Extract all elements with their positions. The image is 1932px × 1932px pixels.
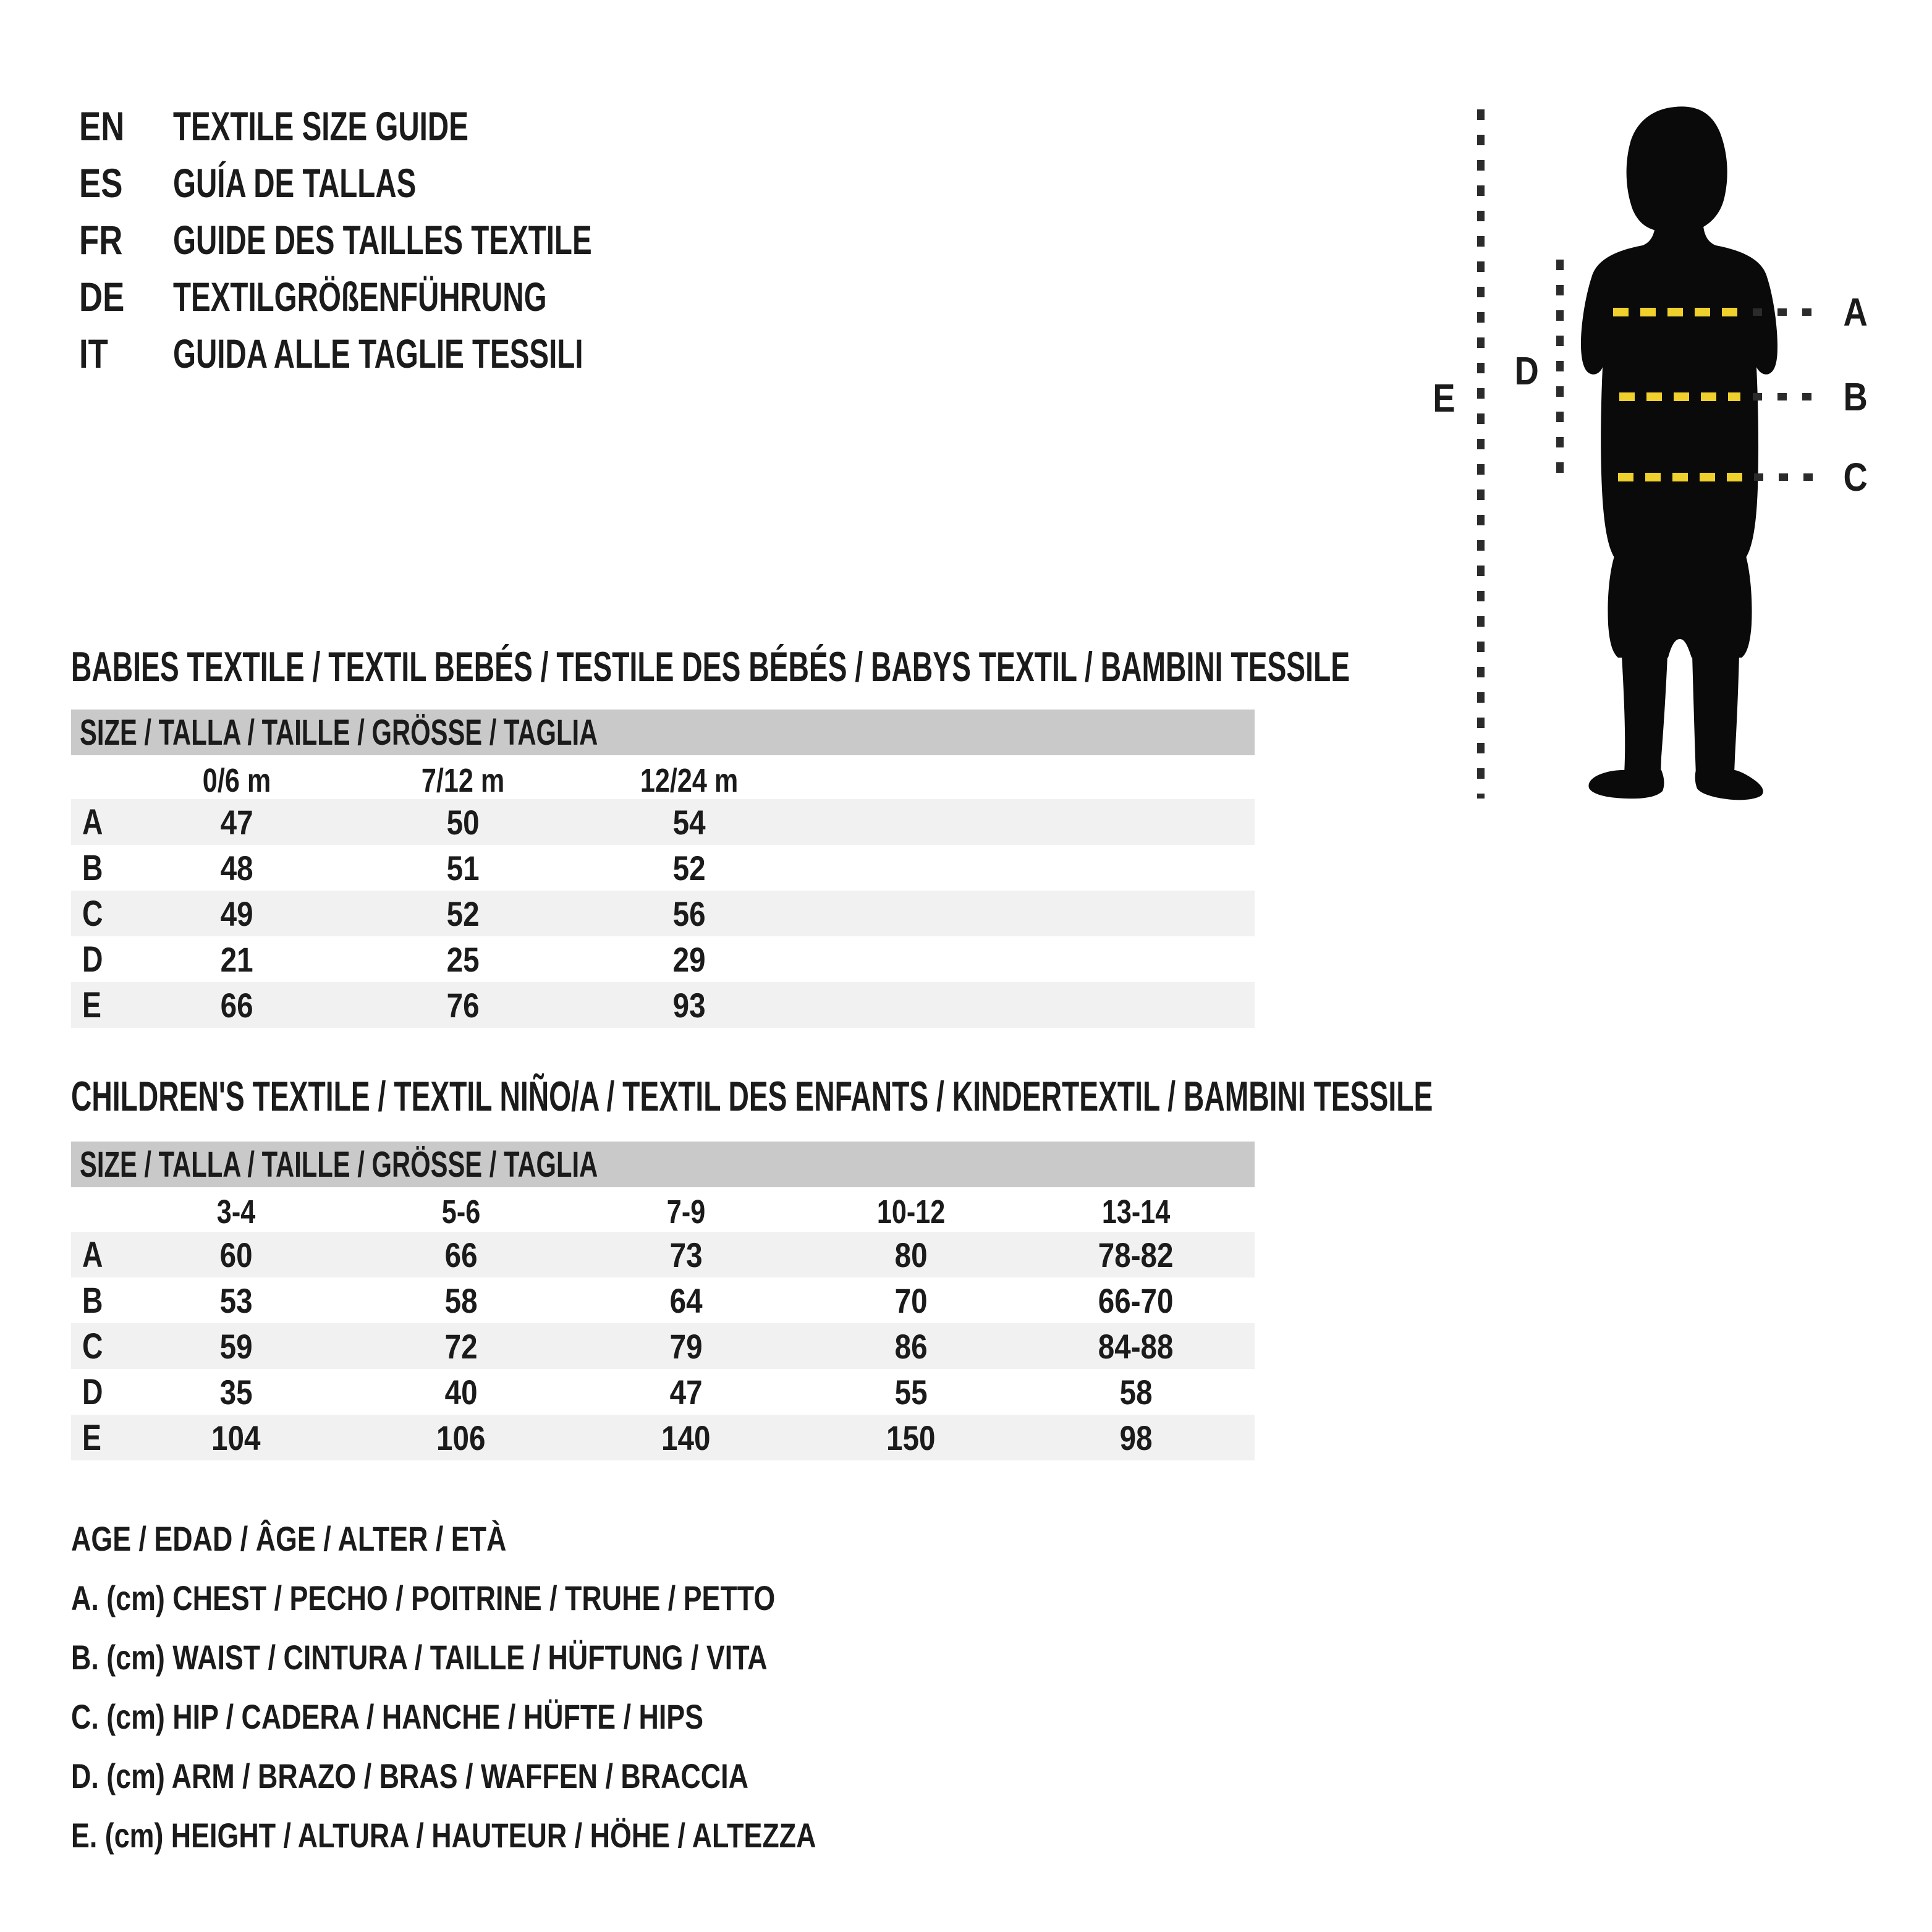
language-row-fr bbox=[79, 211, 755, 268]
silhouette-right-shoe bbox=[1695, 770, 1763, 800]
child-silhouette bbox=[1581, 106, 1777, 800]
table-cell: 64 bbox=[669, 1281, 703, 1320]
children-heading: CHILDREN'S TEXTILE / TEXTIL NIÑO/A / TEXTIL DES ENFANTS / KINDERTEXTIL / BAMBINI TESSILE bbox=[71, 1073, 1433, 1120]
language-code: FR bbox=[79, 217, 123, 263]
table-cell: 84-88 bbox=[1098, 1326, 1174, 1366]
table-cell: 78-82 bbox=[1098, 1235, 1174, 1274]
row-label: B bbox=[82, 847, 103, 888]
legend-waist: B. (cm) WAIST / CINTURA / TAILLE / HÜFTUNG / VITA bbox=[71, 1638, 768, 1677]
language-title: GUIDE DES TAILLES TEXTILE bbox=[173, 217, 592, 263]
table-cell: 66 bbox=[220, 985, 253, 1025]
measure-label-a: A bbox=[1843, 290, 1868, 334]
table-cell: 60 bbox=[219, 1235, 253, 1274]
language-title: GUÍA DE TALLAS bbox=[173, 160, 417, 206]
language-row-de bbox=[79, 268, 755, 325]
row-label: D bbox=[82, 1371, 103, 1412]
measure-label-e: E bbox=[1432, 376, 1455, 420]
table-cell: 76 bbox=[446, 985, 480, 1025]
row-label: C bbox=[82, 893, 103, 934]
table-cell: 50 bbox=[446, 802, 480, 842]
table-cell: 40 bbox=[444, 1372, 478, 1412]
language-title: TEXTILE SIZE GUIDE bbox=[173, 103, 468, 149]
babies-row-a bbox=[71, 799, 1255, 845]
table-cell: 35 bbox=[219, 1372, 253, 1412]
measurement-figure bbox=[1409, 62, 1932, 822]
babies-row-b bbox=[71, 845, 1255, 891]
measure-label-d: D bbox=[1514, 349, 1539, 393]
babies-heading: BABIES TEXTILE / TEXTIL BEBÉS / TESTILE DES BÉBÉS / BABYS TEXTIL / BAMBINI TESSILE bbox=[71, 643, 1350, 690]
table-cell: 51 bbox=[446, 848, 480, 888]
language-row-it bbox=[79, 325, 755, 382]
table-cell: 56 bbox=[672, 894, 706, 933]
row-label: C bbox=[82, 1326, 103, 1366]
table-cell: 49 bbox=[220, 894, 253, 933]
children-row-a bbox=[71, 1232, 1255, 1277]
column-header: 7-9 bbox=[666, 1193, 706, 1231]
measure-label-b: B bbox=[1843, 375, 1868, 419]
babies-size-header-bar: SIZE / TALLA / TAILLE / GRÖSSE / TAGLIA bbox=[71, 710, 1255, 755]
row-label: A bbox=[82, 802, 103, 842]
children-size-header-bar: SIZE / TALLA / TAILLE / GRÖSSE / TAGLIA bbox=[71, 1142, 1255, 1187]
table-cell: 73 bbox=[669, 1235, 703, 1274]
column-header: 10-12 bbox=[876, 1193, 946, 1231]
row-label: B bbox=[82, 1280, 103, 1321]
table-cell: 140 bbox=[661, 1418, 711, 1457]
children-row-e bbox=[71, 1415, 1255, 1460]
table-cell: 54 bbox=[672, 802, 706, 842]
column-header: 7/12 m bbox=[421, 762, 505, 799]
table-cell: 59 bbox=[219, 1326, 253, 1366]
row-label: D bbox=[82, 939, 103, 980]
language-row-en bbox=[79, 98, 755, 155]
table-cell: 104 bbox=[211, 1418, 261, 1457]
legend-chest: A. (cm) CHEST / PECHO / POITRINE / TRUHE / PETTO bbox=[71, 1578, 776, 1617]
language-code: IT bbox=[79, 331, 108, 376]
table-cell: 106 bbox=[436, 1418, 486, 1457]
table-cell: 53 bbox=[219, 1281, 253, 1320]
measure-label-c: C bbox=[1843, 455, 1868, 499]
child-silhouette-diagram bbox=[1409, 62, 1932, 822]
legend-age: AGE / EDAD / ÂGE / ALTER / ETÀ bbox=[71, 1519, 507, 1558]
table-cell: 52 bbox=[446, 894, 480, 933]
children-row-b bbox=[71, 1277, 1255, 1323]
legend-arm: D. (cm) ARM / BRAZO / BRAS / WAFFEN / BRACCIA bbox=[71, 1756, 748, 1795]
table-cell: 58 bbox=[444, 1281, 478, 1320]
babies-column-header-row bbox=[71, 761, 1255, 797]
table-cell: 47 bbox=[669, 1372, 703, 1412]
table-cell: 79 bbox=[669, 1326, 703, 1366]
column-header: 3-4 bbox=[216, 1193, 256, 1231]
language-title-list bbox=[79, 98, 755, 382]
table-cell: 52 bbox=[672, 848, 706, 888]
children-column-header-row bbox=[71, 1193, 1255, 1229]
language-title: TEXTILGRÖßENFÜHRUNG bbox=[173, 274, 547, 320]
table-cell: 150 bbox=[886, 1418, 936, 1457]
children-row-d bbox=[71, 1369, 1255, 1415]
language-title: GUIDA ALLE TAGLIE TESSILI bbox=[173, 331, 583, 376]
babies-row-c bbox=[71, 891, 1255, 936]
row-label: A bbox=[82, 1234, 103, 1275]
table-cell: 66-70 bbox=[1098, 1281, 1174, 1320]
babies-row-e bbox=[71, 982, 1255, 1028]
language-code: EN bbox=[79, 103, 125, 149]
row-label: E bbox=[82, 1417, 101, 1458]
language-row-es bbox=[79, 155, 755, 211]
silhouette-shorts bbox=[1608, 556, 1752, 658]
language-code: DE bbox=[79, 274, 125, 320]
column-header: 12/24 m bbox=[640, 762, 739, 799]
row-label: E bbox=[82, 985, 101, 1025]
table-cell: 80 bbox=[894, 1235, 928, 1274]
table-cell: 72 bbox=[444, 1326, 478, 1366]
table-cell: 21 bbox=[220, 939, 253, 979]
table-cell: 66 bbox=[444, 1235, 478, 1274]
children-row-c bbox=[71, 1323, 1255, 1369]
table-cell: 48 bbox=[220, 848, 253, 888]
table-cell: 25 bbox=[446, 939, 480, 979]
table-cell: 29 bbox=[672, 939, 706, 979]
table-cell: 86 bbox=[894, 1326, 928, 1366]
table-cell: 70 bbox=[894, 1281, 928, 1320]
table-cell: 47 bbox=[220, 802, 253, 842]
silhouette-torso bbox=[1581, 226, 1777, 557]
column-header: 13-14 bbox=[1101, 1193, 1171, 1231]
table-cell: 98 bbox=[1119, 1418, 1153, 1457]
table-cell: 58 bbox=[1119, 1372, 1153, 1412]
table-cell: 55 bbox=[894, 1372, 928, 1412]
silhouette-head bbox=[1627, 106, 1727, 230]
column-header: 5-6 bbox=[441, 1193, 481, 1231]
legend-hip: C. (cm) HIP / CADERA / HANCHE / HÜFTE / HIPS bbox=[71, 1697, 704, 1736]
language-code: ES bbox=[79, 160, 123, 206]
legend-height: E. (cm) HEIGHT / ALTURA / HAUTEUR / HÖHE / ALTEZZA bbox=[71, 1816, 816, 1855]
silhouette-left-shoe bbox=[1588, 770, 1664, 799]
column-header: 0/6 m bbox=[202, 762, 271, 799]
table-cell: 93 bbox=[672, 985, 706, 1025]
babies-row-d bbox=[71, 936, 1255, 982]
